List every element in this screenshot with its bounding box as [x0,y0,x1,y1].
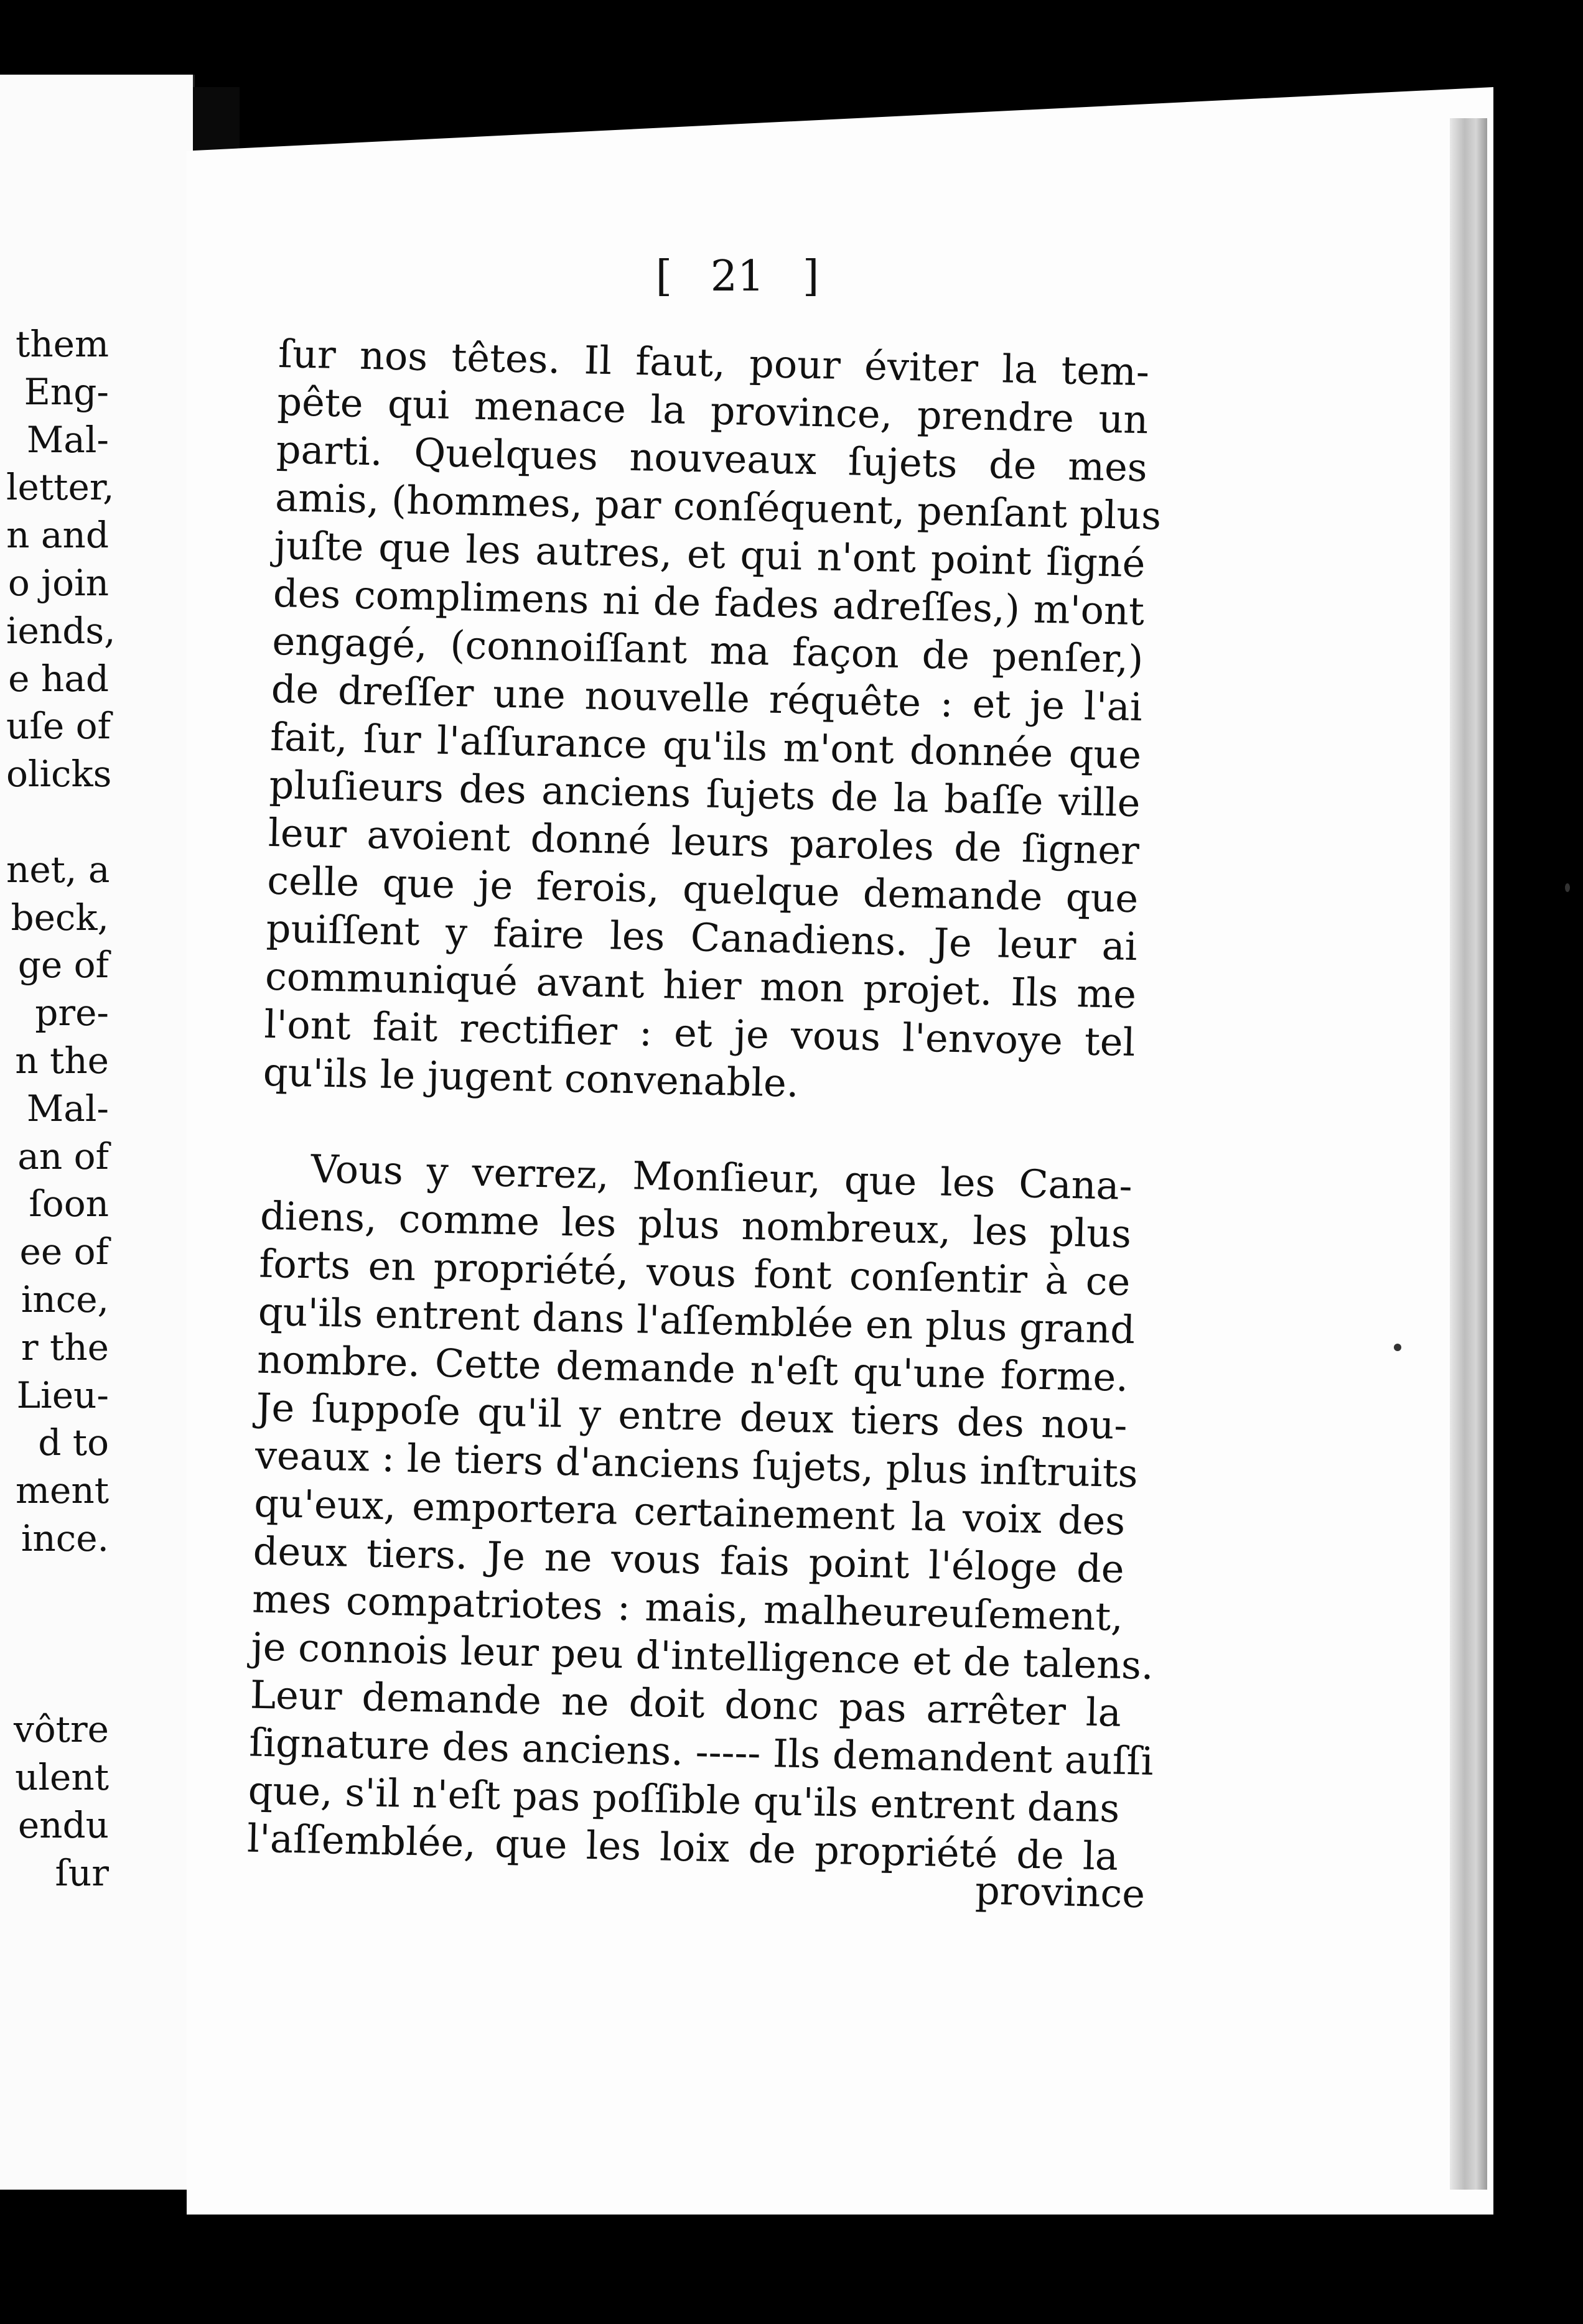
facing-page-line: Mal- [26,418,109,461]
page-edge [1450,118,1487,2190]
text-line: communiqué avant hier mon projet. Ils me [264,953,1137,1018]
page-body [246,330,1162,1880]
text-line: pluſieurs des anciens ſujets de la baſſe ville [268,761,1141,826]
facing-page-line: o join [7,561,109,604]
text-line: qu'ils entrent dans l'aſſemblée en plus grand [258,1288,1136,1353]
facing-page-line: d to [38,1421,109,1464]
facing-page-line: letter, [6,466,114,509]
facing-page-line: ince. [21,1517,109,1559]
text-line: ſur nos têtes. Il faut, pour éviter la tem- [278,330,1150,395]
facing-page-text [6,320,193,1897]
facing-page-line: net, a [6,848,110,891]
text-line: parti. Quelques nouveaux ſujets de mes [276,426,1148,491]
facing-page-line: ee of [19,1230,109,1273]
text-line: juſte que les autres, et qui n'ont point ſigné [273,522,1146,587]
facing-page [0,75,195,2190]
text-line: Leur demande ne doit donc pas arrêter la [250,1671,1122,1736]
facing-page-line [6,798,193,846]
text-line: puiſſent y faire les Canadiens. Je leur ai [266,905,1138,970]
text-line: Vous y verrez, Monſieur, que les Cana- [310,1146,1133,1209]
text-line: que, s'il n'eſt pas poſſible qu'ils entrent dans [248,1767,1120,1831]
facing-page-line: ſoon [29,1183,109,1225]
text-line: qu'eux, emportera certainement la voix des [253,1480,1126,1544]
ink-speck [1565,883,1570,892]
text-line: veaux : le tiers d'anciens ſujets, plus inſtruits [254,1432,1139,1497]
facing-page-line: them [16,323,109,365]
facing-page-line: endu [17,1803,109,1846]
text-line: celle que je ferois, quelque demande que [266,857,1139,922]
text-line: mes compatriotes : mais, malheureuſement, [251,1576,1124,1640]
text-line: des complimens ni de fades adreſſes,) m'ont [273,570,1145,634]
text-line: pête qui menace la province, prendre un [276,378,1149,443]
facing-page-line: pre- [35,992,109,1034]
text-line: l'aſſemblée, que les loix de propriété de la [246,1815,1119,1879]
text-line: amis, (hommes, par conſéquent, penſant plus [274,474,1162,539]
facing-page-line: n the [15,1039,109,1082]
page-number: [ 21 ] [655,252,820,301]
facing-page-line: uſe of [6,705,111,748]
facing-page-line: Lieu- [16,1373,109,1416]
text-line: fait, ſur l'aſſurance qu'ils m'ont donnée que [269,713,1142,778]
ink-speck [1394,1344,1401,1351]
facing-page-line: beck, [11,896,109,939]
facing-page-line: ſur [55,1851,109,1894]
paragraph-2 [246,1144,1154,1880]
text-line: nombre. Cette demande n'eſt qu'une forme. [256,1336,1129,1400]
text-line: Je ſuppoſe qu'il y entre deux tiers des nou- [255,1384,1128,1448]
text-line: forts en propriété, vous font conſentir à ce [258,1240,1131,1304]
facing-page-line [6,1563,193,1611]
facing-page-line: ulent [15,1755,109,1798]
facing-page-line: ment [16,1469,109,1512]
facing-page-line: r the [21,1326,109,1369]
text-line: de dreſſer une nouvelle réquête : et je l'ai [271,666,1143,730]
facing-page-line: iends, [6,609,116,652]
facing-page-line: olicks [6,753,112,796]
text-line: qu'ils le jugent convenable. [263,1049,800,1106]
paragraph-1 [263,330,1162,1114]
facing-page-line: an of [17,1135,109,1178]
text-line: diens, comme les plus nombreux, les plus [259,1192,1132,1257]
catchword: province [974,1867,1146,1917]
text-line: ſignature des anciens. ----- Ils demandent auſſi [248,1719,1154,1784]
facing-page-line: ince, [21,1278,109,1321]
text-line: deux tiers. Je ne vous fais point l'éloge de [253,1528,1125,1592]
facing-page-line: ge of [17,944,109,987]
facing-page-line [6,1611,193,1658]
text-line: l'ont fait rectifier : et je vous l'envoye tel [263,1001,1136,1066]
facing-page-line: Eng- [24,370,109,413]
facing-page-line: Mal- [26,1087,109,1130]
facing-page-line: e had [8,657,109,700]
facing-page-line [6,1658,193,1706]
text-line: je connois leur peu d'intelligence et de talens. [250,1624,1154,1688]
text-line: engagé, (connoiſſant ma façon de penſer,) [271,618,1144,682]
facing-page-line: vôtre [13,1708,109,1751]
text-line: leur avoient donné leurs paroles de ſigner [268,809,1140,874]
facing-page-line: n and [6,514,109,557]
